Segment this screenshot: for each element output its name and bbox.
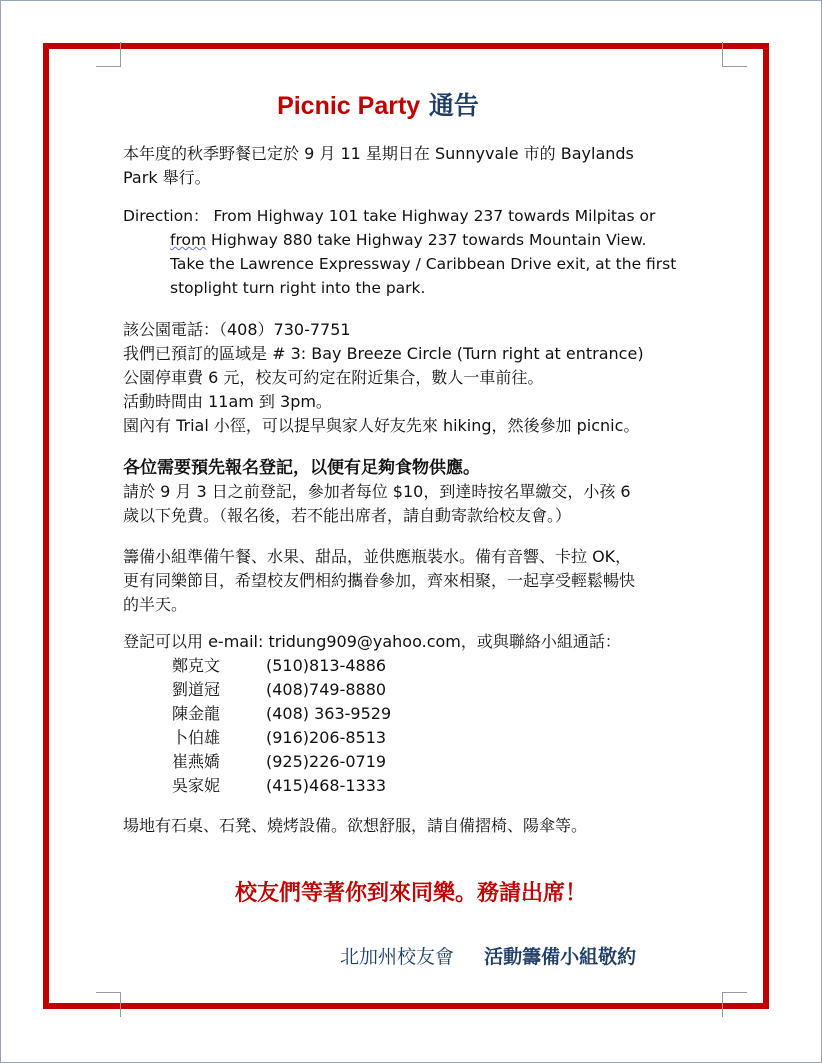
contact-phone: (925)226-0719 <box>266 752 387 771</box>
direction-paragraph <box>123 204 713 300</box>
facilities-line: 場地有石桌、石凳、燒烤設備。欲想舒服，請自備摺椅、陽傘等。 <box>123 816 588 835</box>
registration-line: 請於 9 月 3 日之前登記，參加者每位 $10，到達時按名單繳交，小孩 6 <box>123 482 631 501</box>
contact-name: 鄭克文 <box>172 656 221 675</box>
contact-row <box>123 726 713 750</box>
contact-row <box>123 702 713 726</box>
prep-line: 的半天。 <box>123 595 188 614</box>
info-line: 園內有 Trial 小徑，可以提早與家人好友先來 hiking，然後參加 picnic。 <box>123 416 640 435</box>
crop-mark-top-left <box>96 42 121 67</box>
contact-section <box>123 630 713 798</box>
page-title <box>0 86 822 122</box>
direction-word: from <box>170 231 207 249</box>
contact-name: 崔燕嬌 <box>172 752 221 771</box>
prep-paragraph <box>123 545 713 617</box>
title-chinese: 通告 <box>428 91 479 120</box>
title-english: Picnic Party <box>277 92 421 120</box>
contact-phone: (408)749-8880 <box>266 680 387 699</box>
contact-row <box>123 774 713 798</box>
signature <box>340 942 636 969</box>
info-line: 公園停車費 6 元，校友可約定在附近集合，數人一車前往。 <box>123 368 544 387</box>
registration-paragraph <box>123 456 713 528</box>
intro-line: 本年度的秋季野餐已定於 9 月 11 星期日在 Sunnyvale 市的 Baylands <box>123 144 634 163</box>
info-line: 活動時間由 11am 到 3pm。 <box>123 392 332 411</box>
crop-mark-bottom-left <box>96 992 121 1017</box>
signature-org: 北加州校友會 <box>340 946 455 968</box>
contact-name: 吳家妮 <box>172 776 221 795</box>
contact-row <box>123 678 713 702</box>
info-paragraph <box>123 318 713 438</box>
direction-line: Highway 880 take Highway 237 towards Mountain View. <box>206 231 647 249</box>
closing-message: 校友們等著你到來同樂。務請出席！ <box>234 880 587 906</box>
direction-line: stoplight turn right into the park. <box>170 279 426 297</box>
intro-line: Park 舉行。 <box>123 168 211 187</box>
contact-name: 卜伯雄 <box>172 728 221 747</box>
contact-phone: (415)468-1333 <box>266 776 387 795</box>
direction-label: Direction： <box>123 207 209 225</box>
contact-phone: (408) 363-9529 <box>266 704 392 723</box>
facilities-paragraph <box>123 814 713 838</box>
contact-row <box>123 750 713 774</box>
registration-line: 歲以下免費。（報名後，若不能出席者，請自動寄款给校友會。） <box>123 506 572 525</box>
signature-team: 活動籌備小組敬約 <box>484 946 637 968</box>
contact-name: 陳金龍 <box>172 704 221 723</box>
info-line: 該公園電話：（408）730-7751 <box>123 320 351 339</box>
contact-row <box>123 654 713 678</box>
crop-mark-top-right <box>722 42 747 67</box>
contact-phone: (510)813-4886 <box>266 656 387 675</box>
info-line: 我們已預訂的區域是 # 3: Bay Breeze Circle (Turn right at entrance) <box>123 344 644 363</box>
prep-line: 籌備小組準備午餐、水果、甜品，並供應瓶裝水。備有音響、卡拉 OK， <box>123 547 632 566</box>
direction-line: Take the Lawrence Expressway / Caribbean Drive exit, at the first <box>170 255 677 273</box>
prep-line: 更有同樂節目，希望校友們相約攜眷參加，齊來相聚，一起享受輕鬆暢快 <box>123 571 636 590</box>
crop-mark-bottom-right <box>722 992 747 1017</box>
contact-name: 劉道冠 <box>172 680 221 699</box>
contact-phone: (916)206-8513 <box>266 728 387 747</box>
contact-intro: 登記可以用 e-mail: tridung909@yahoo.com，或與聯絡小組通話： <box>123 632 621 651</box>
direction-line: From Highway 101 take Highway 237 towards Milpitas or <box>213 207 656 225</box>
intro-paragraph <box>123 142 713 190</box>
registration-headline: 各位需要預先報名登記，以便有足夠食物供應。 <box>123 458 480 478</box>
